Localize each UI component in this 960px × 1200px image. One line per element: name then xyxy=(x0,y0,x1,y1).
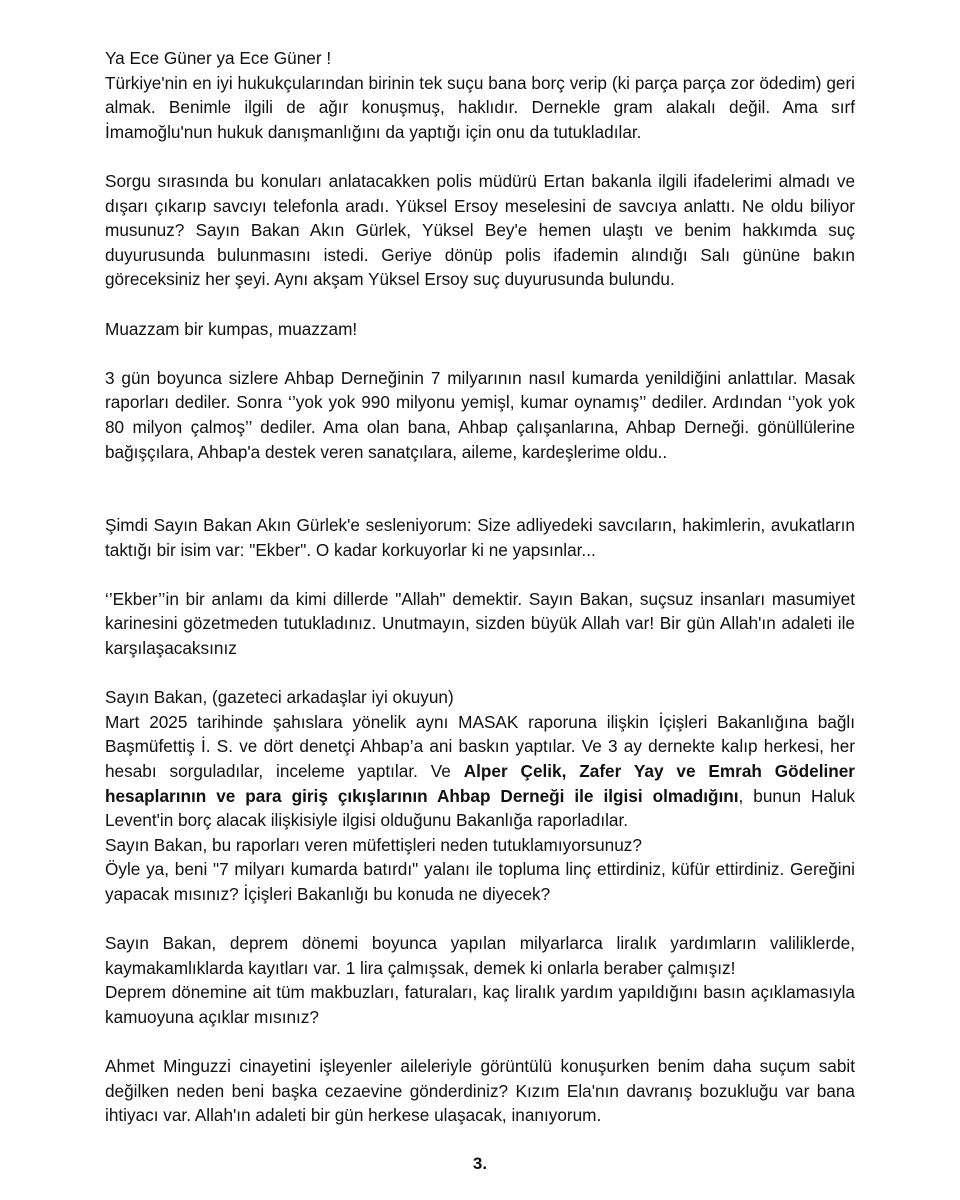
paragraph-spacer xyxy=(105,144,855,169)
paragraph-spacer xyxy=(105,464,855,513)
page-number: 3. xyxy=(472,1154,488,1173)
document-body xyxy=(105,46,855,1128)
paragraph-text: Sorgu sırasında bu konuları anlatacakken polis müdürü Ertan bakanla ilgili ifadelerimi almadı ve dışarı çıkarıp savcıyı telefonla aradı. Yüksel Ersoy meselesini de savcıya anlattı. Ne oldu biliyor musunuz? Sayın Bakan Akın Gürlek, Yüksel Bey'e hemen ulaştı ve benim hakkımda suç duyurusunda bulunmasını istedi. Geriye dönüp polis ifademin alındığı Salı gününe bakın göreceksiniz her şeyi. Aynı akşam Yüksel Ersoy suç duyurusunda bulundu. xyxy=(105,170,855,290)
paragraph-text: Sayın Bakan, bu raporları veren müfettişleri neden tutuklamıyorsunuz? xyxy=(105,834,642,855)
paragraph-spacer xyxy=(105,292,855,317)
paragraph-spacer xyxy=(105,661,855,686)
masak-text-suffix: , bunun Haluk Levent'in borç alacak ilişkisiyle ilgisi olduğunu Bakanlığa raporladılar. xyxy=(105,785,855,831)
paragraph-text: 3 gün boyunca sizlere Ahbap Derneğinin 7 milyarının nasıl kumarda yenildiğini anlattılar. Masak raporları dediler. Sonra ‘’yok yok 990 milyonu yemişl, kumar oynamış’’ dediler. Ardından ‘’yok yok 80 milyon çalmoş’’ dediler. Ama olan bana, Ahbap çalışanlarına, Ahbap Derneği. gönüllülerine bağışçılara, Ahbap'a destek veren sanatçılara, aileme, kardeşlerime oldu.. xyxy=(105,367,855,462)
paragraph-text: Şimdi Sayın Bakan Akın Gürlek'e sesleniyorum: Size adliyedeki savcıların, hakimlerin, avukatların taktığı bir isim var: "Ekber". O kadar korkuyorlar ki ne yapsınlar... xyxy=(105,515,855,560)
paragraph-text: Sayın Bakan, (gazeteci arkadaşlar iyi okuyun) xyxy=(105,687,454,708)
masak-text-prefix: Mart 2025 tarihinde şahıslara yönelik aynı MASAK raporuna ilişkin İçişleri Bakanlığına bağlı Başmüfettiş İ. S. ve dört denetçi Ahbap’a ani baskın yaptılar. Ve 3 ay dernekte kalıp herkesi, her hesabı sorguladılar, inceleme yaptılar. Ve xyxy=(105,711,855,782)
paragraph-text: Sayın Bakan, deprem dönemi boyunca yapılan milyarlarca liralık yardımların valiliklerde, kaymakamlıklarda kayıtları var. 1 lira çalmışsak, demek ki onlarla beraber çalmışız! xyxy=(105,933,855,978)
masak-paragraph xyxy=(105,710,855,833)
paragraph-text: Türkiye'nin en iyi hukukçularından birinin tek suçu bana borç verip (ki parça parça zor ödedim) geri almak. Benimle ilgili de ağır konuşmuş, haklıdır. Dernekle gram alakalı değil. Ama sırf İmamoğlu'nun hukuk danışmanlığını da yaptığı için onu da tutukladılar. xyxy=(105,72,855,142)
paragraph-text: Muazzam bir kumpas, muazzam! xyxy=(105,318,358,339)
paragraph-text: Öyle ya, beni "7 milyarı kumarda batırdı" yalanı ile topluma linç ettirdiniz, küfür ettirdiniz. Gereğini yapacak mısınız? İçişleri Bakanlığı bu konuda ne diyecek? xyxy=(105,859,855,904)
paragraph-text: ‘’Ekber’’in bir anlamı da kimi dillerde "Allah" demektir. Sayın Bakan, suçsuz insanları masumiyet karinesini gözetmeden tutukladınız. Unutmayın, sizden büyük Allah var! Bir gün Allah'ın adaleti ile karşılaşacaksınız xyxy=(105,588,855,659)
paragraph-spacer xyxy=(105,1030,855,1055)
masak-text-bold: Alper Çelik, Zafer Yay ve Emrah Gödeliner hesaplarının ve para giriş çıkışlarının Ahbap Derneği ile ilgisi olmadığını xyxy=(105,761,855,806)
paragraph-spacer xyxy=(105,562,855,587)
paragraph-text: Ahmet Minguzzi cinayetini işleyenler aileleriyle görüntülü konuşurken benim daha suçum sabit değilken neden beni başka cezaevine gönderdiniz? Kızım Ela'nın davranış bozukluğu var bana ihtiyacı var. Allah'ın adaleti bir gün herkese ulaşacak, inanıyorum. xyxy=(105,1056,855,1126)
paragraph-spacer xyxy=(105,907,855,932)
greeting-line: Ya Ece Güner ya Ece Güner ! xyxy=(105,48,332,68)
paragraph-text: Deprem dönemine ait tüm makbuzları, faturaları, kaç liralık yardım yapıldığını basın açıklamasıyla kamuoyuna açıklar mısınız? xyxy=(105,982,855,1027)
paragraph-spacer xyxy=(105,341,855,366)
